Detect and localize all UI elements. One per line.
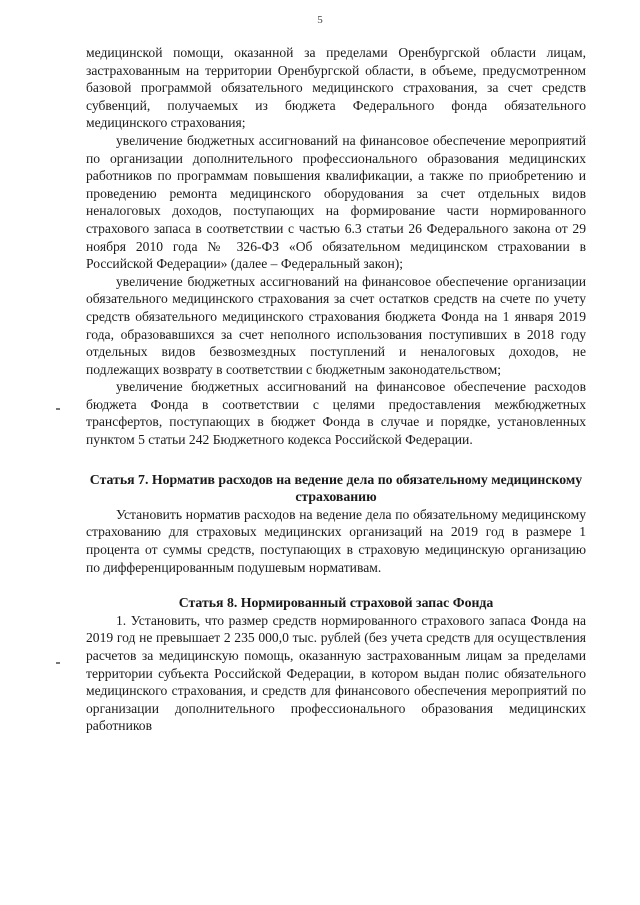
document-body bbox=[86, 44, 586, 735]
paragraph: медицинской помощи, оказанной за пределами Оренбургской области лицам, застрахованным на территории Оренбургской области, в объеме, предусмотренном базовой программой обязательного медицинского страхования, за счет средств субвенций, получаемых из бюджета Федерального фонда обязательного медицинского страхования; bbox=[86, 45, 586, 131]
paragraph: увеличение бюджетных ассигнований на финансовое обеспечение организации обязательного медицинского страхования за счет остатков средств на счете по учету средств обязательного медицинского страхования бюджета Фонда на 1 января 2019 года, образовавшихся за счет неполного использования поступивших в 2018 году отдельных видов безвозмездных поступлений и неналоговых доходов, не подлежащих возврату в соответствии с бюджетным законодательством; bbox=[86, 273, 586, 377]
margin-mark bbox=[56, 408, 60, 410]
article-7-text: Установить норматив расходов на ведение дела по обязательному медицинскому страхованию для страховых медицинских организаций на 2019 год в размере 1 процента от суммы средств, поступающих в страховую медицинскую организацию по дифференцированным подушевым нормативам. bbox=[86, 506, 586, 575]
margin-mark bbox=[56, 662, 60, 664]
paragraph: увеличение бюджетных ассигнований на финансовое обеспечение расходов бюджета Фонда в соответствии с целями предоставления межбюджетных трансфертов, поступающих в бюджет Фонда в случае и порядке, установленных пунктом 5 статьи 242 Бюджетного кодекса Российской Федерации. bbox=[86, 379, 586, 448]
article-8-heading: Статья 8. Нормированный страховой запас Фонда bbox=[178, 595, 494, 611]
article-8-text: 1. Установить, что размер средств нормированного страхового запаса Фонда на 2019 год не превышает 2 235 000,0 тыс. рублей (без учета средств для осуществления расчетов за медицинскую помощь, оказанную застрахованным лицам за пределами территории субъекта Российской Федерации, в котором выдан полис обязательного медицинского страхования, и средств для финансового обеспечения мероприятий по организации дополнительного профессионального образования медицинских работников bbox=[86, 612, 586, 734]
page-number: 5 bbox=[317, 14, 323, 26]
article-7-heading: Статья 7. Норматив расходов на ведение дела по обязательному медицинскому страхованию bbox=[89, 471, 583, 505]
paragraph: увеличение бюджетных ассигнований на финансовое обеспечение мероприятий по организации дополнительного профессионального образования медицинских работников по программам повышения квалификации, а также по приобретению и проведению ремонта медицинского оборудования за счет отдельных видов неналоговых доходов, поступающих на формирование части нормированного страхового запаса в соответствии с частью 6.3 статьи 26 Федерального закона от 29 ноября 2010 года № 326-ФЗ «Об обязательном медицинском страховании в Российской Федерации» (далее – Федеральный закон); bbox=[86, 132, 586, 272]
